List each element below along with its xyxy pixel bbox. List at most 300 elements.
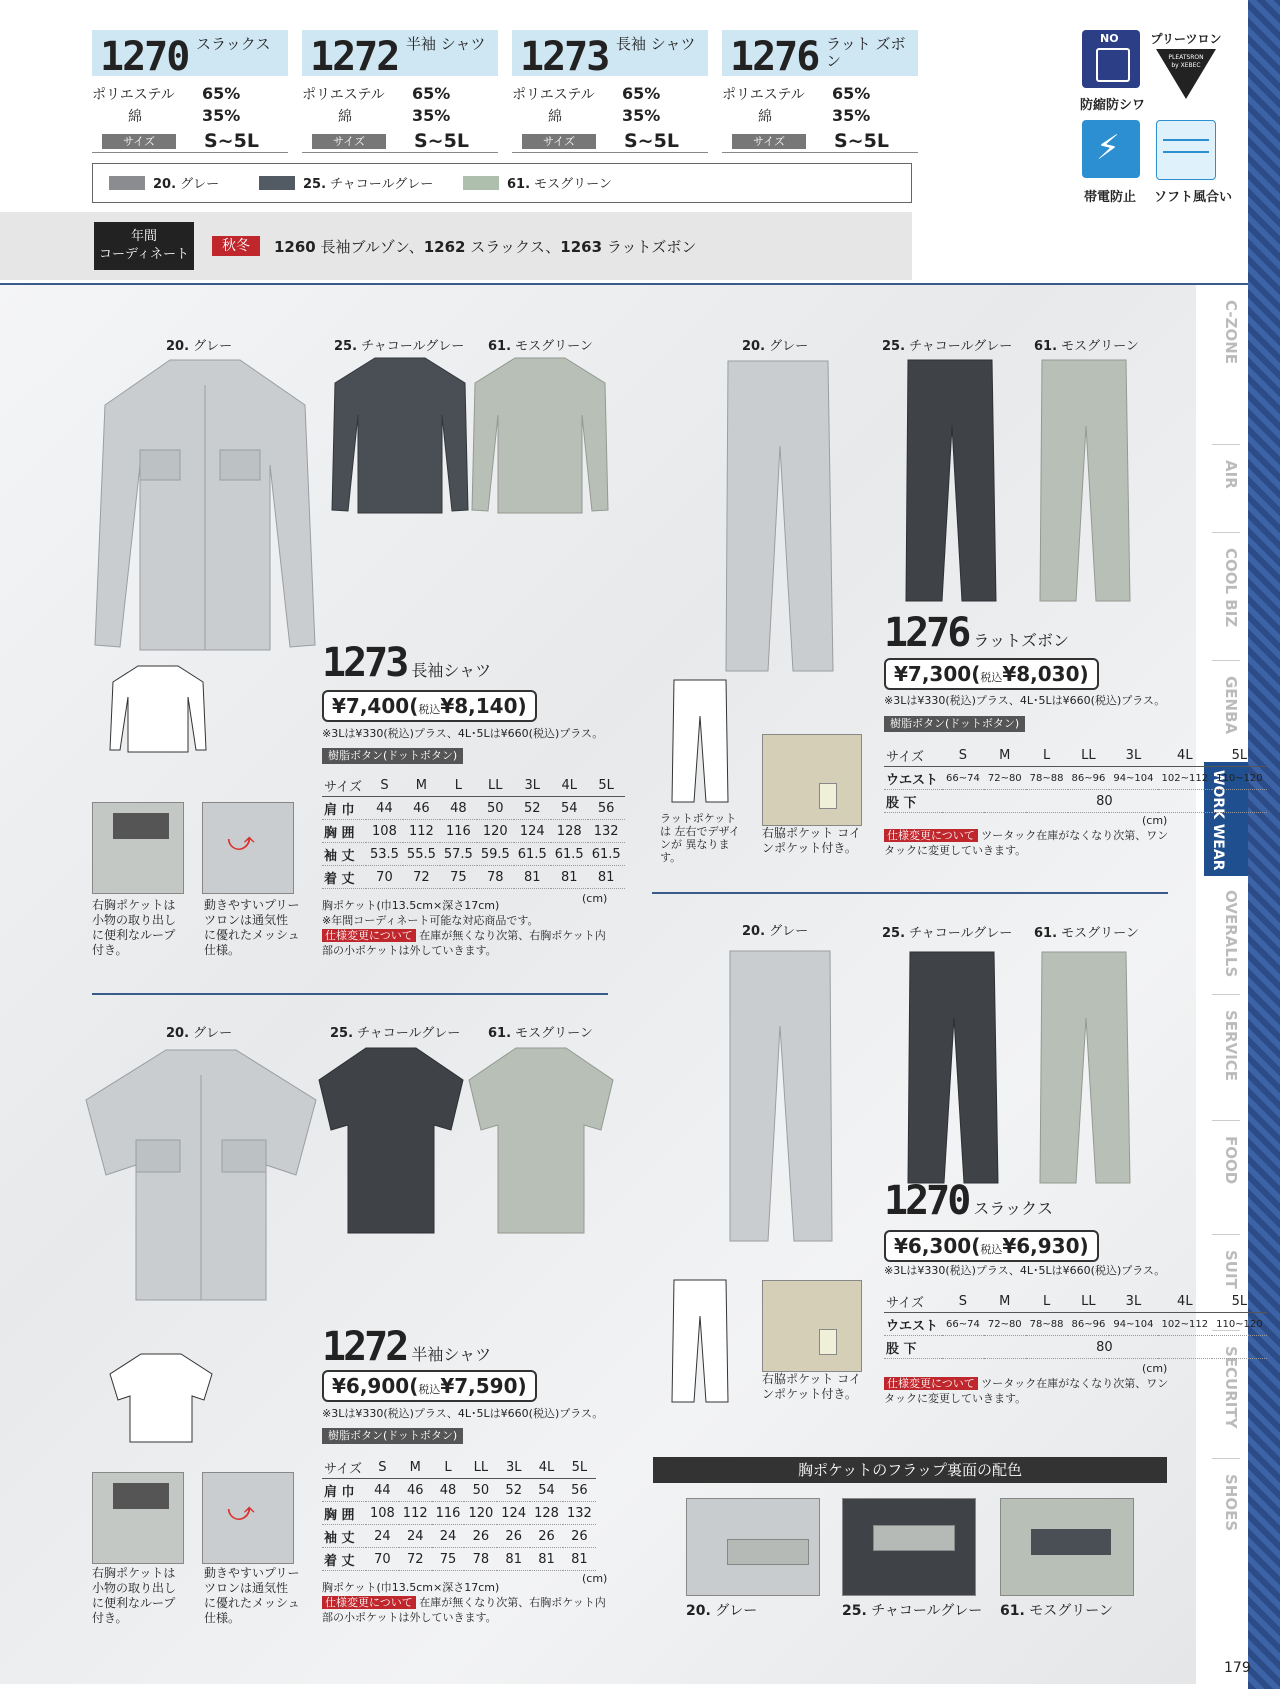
pants-1276-drawing (670, 676, 730, 806)
side-tab-c-zone[interactable]: C-ZONE (1222, 300, 1240, 365)
label-moss-1272: 61. モスグリーン (488, 1026, 593, 1041)
pleatsron-logo (1150, 30, 1222, 102)
button-tag-1276: 樹脂ボタン(ドットボタン) (884, 716, 1025, 732)
side-tab-air[interactable]: AIR (1222, 460, 1240, 489)
table-header-cell: S (942, 1290, 984, 1313)
table-cell: 着 丈 (322, 1548, 366, 1571)
table-cell: 61.5 (551, 843, 588, 866)
table-cell: 80 (942, 1336, 1267, 1359)
table-header-cell: 5L (1212, 744, 1267, 767)
table-cell: 52 (514, 797, 551, 820)
table-cell: 75 (432, 1548, 465, 1571)
table-header-row (884, 1290, 1267, 1313)
table-cell: 着 丈 (322, 866, 366, 889)
flap-charcoal-image (842, 1498, 976, 1596)
side-tab-divider (1212, 444, 1240, 445)
product-card-1270 (92, 30, 288, 154)
size-table-1276 (884, 744, 1267, 813)
material-2: 綿 (338, 109, 352, 125)
label-charcoal-1270: 25. チャコールグレー (882, 926, 1013, 941)
percent-1: 65% (202, 84, 241, 103)
size-label: サイズ (312, 134, 386, 149)
table-row (322, 843, 625, 866)
shirt-1272-moss-image (466, 1045, 616, 1235)
label-moss-1276: 61. モスグリーン (1034, 339, 1139, 354)
title-1273: 1273 長袖シャツ (322, 640, 492, 686)
side-tab-shoes[interactable]: SHOES (1222, 1474, 1240, 1532)
table-cell: 132 (588, 820, 625, 843)
price-1270: ¥6,300(税込¥6,930) (884, 1230, 1099, 1262)
shirt-1272-charcoal-image (316, 1045, 466, 1235)
table-cell: 55.5 (403, 843, 440, 866)
table-cell: 116 (440, 820, 477, 843)
title-1270: 1270 スラックス (884, 1178, 1053, 1224)
shirt-1273-moss-image (470, 355, 610, 515)
label-gray-1272: 20. グレー (166, 1026, 233, 1041)
flap-label-moss: 61. モスグリーン (1000, 1603, 1113, 1619)
table-header-cell: サイズ (884, 1290, 942, 1313)
label-gray-1270: 20. グレー (742, 924, 809, 939)
color-moss-label: 61. モスグリーン (507, 177, 612, 192)
table-header-cell: M (984, 1290, 1026, 1313)
table-cell: 72 (399, 1548, 432, 1571)
table-cell: 54 (530, 1479, 563, 1502)
material-2: 綿 (128, 109, 142, 125)
coordinate-items: 1260 長袖ブルゾン、1262 スラックス、1263 ラットズボン (274, 238, 697, 256)
caption-coin-pocket-1270: 右脇ポケット コインポケット付き。 (762, 1372, 861, 1401)
coordinate-bar (0, 212, 912, 280)
table-header-cell: LL (464, 1456, 497, 1479)
table-cell: 78 (464, 1548, 497, 1571)
soft-touch-badge (1156, 120, 1216, 180)
table-header-cell: S (366, 774, 403, 797)
table-cell: 128 (530, 1502, 563, 1525)
swatch-charcoal (259, 176, 295, 190)
change-note-1270: 仕様変更について ツータック在庫がなくなり次第、ワン タックに変更していきます。 (884, 1377, 1169, 1405)
table-cell: 128 (551, 820, 588, 843)
table-cell: 61.5 (514, 843, 551, 866)
table-cell: 袖 丈 (322, 843, 366, 866)
table-cell: 110~120 (1212, 1313, 1267, 1336)
table-header-cell: サイズ (322, 774, 366, 797)
shirt-1272-back-drawing (106, 1350, 216, 1446)
pants-1270-drawing (670, 1276, 730, 1406)
product-number-box (302, 30, 498, 80)
table-header-cell: サイズ (884, 744, 942, 767)
size-label: サイズ (102, 134, 176, 149)
table-cell: 袖 丈 (322, 1525, 366, 1548)
table-cell: ウエスト (884, 767, 942, 790)
label-charcoal-1272: 25. チャコールグレー (330, 1026, 461, 1041)
flap-moss-image (1000, 1498, 1134, 1596)
label-moss-1273: 61. モスグリーン (488, 339, 593, 354)
side-tab-genba[interactable]: GENBA (1222, 676, 1240, 735)
table-cell: 72~80 (984, 767, 1026, 790)
table-cell: 78 (477, 866, 514, 889)
percent-1: 65% (622, 84, 661, 103)
side-tab-cool-biz[interactable]: COOL BIZ (1222, 548, 1240, 628)
lightning-icon: ⚡ (1096, 128, 1120, 168)
wave-icon (1163, 139, 1209, 153)
table-cell: 胸 囲 (322, 820, 366, 843)
size-range: S~5L (834, 130, 889, 152)
table-cell: 120 (477, 820, 514, 843)
table-cell: 44 (366, 1479, 399, 1502)
caption-mesh-1272: 動きやすいプリー ツロンは通気性 に優れたメッシュ 仕様。 (204, 1566, 300, 1625)
table-cell: 120 (464, 1502, 497, 1525)
table-cell: 胸 囲 (322, 1502, 366, 1525)
antistatic-label: 帯電防止 (1084, 190, 1137, 205)
percent-2: 35% (622, 106, 661, 125)
table-cell: 52 (497, 1479, 530, 1502)
table-header-row (322, 774, 625, 797)
brand-name: プリーツロン (1150, 32, 1222, 46)
table-cell: 102~112 (1158, 767, 1213, 790)
table-header-cell: M (403, 774, 440, 797)
table-cell: 78~88 (1026, 767, 1068, 790)
table-header-row (884, 744, 1267, 767)
table-cell: 24 (366, 1525, 399, 1548)
table-cell: 86~96 (1068, 1313, 1110, 1336)
size-table-1270 (884, 1290, 1267, 1359)
arrow-icon: ⤻ (227, 827, 255, 857)
product-card-1272 (302, 30, 498, 154)
button-tag-1272: 樹脂ボタン(ドットボタン) (322, 1428, 463, 1444)
table-cell: 110~120 (1212, 767, 1267, 790)
side-tab-overalls[interactable]: OVERALLS (1222, 890, 1240, 978)
size-row (512, 132, 708, 153)
table-header-cell: 5L (1212, 1290, 1267, 1313)
change-note-1276: 仕様変更について ツータック在庫がなくなり次第、ワン タックに変更していきます。 (884, 829, 1169, 857)
title-1276: 1276 ラットズボン (884, 610, 1069, 656)
flap-gray-image (686, 1498, 820, 1596)
table-header-cell: 3L (497, 1456, 530, 1479)
caption-pocket-1272: 右胸ポケットは 小物の取り出し に便利なループ 付き。 (92, 1566, 177, 1625)
side-tab-divider (1212, 1120, 1240, 1121)
table-row (322, 797, 625, 820)
table-cell: 70 (366, 1548, 399, 1571)
detail-pocket-1272 (92, 1472, 184, 1564)
arrow-icon: ⤻ (227, 1497, 255, 1527)
size-table-1273 (322, 774, 625, 889)
table-row (322, 1548, 596, 1571)
percent-1: 65% (412, 84, 451, 103)
side-tab-suit[interactable]: SUIT (1222, 1250, 1240, 1289)
side-tab-divider (1212, 532, 1240, 533)
product-name: 半袖 シャツ (406, 35, 486, 53)
swatch-gray (109, 176, 145, 190)
size-range: S~5L (204, 130, 259, 152)
label-gray-1276: 20. グレー (742, 339, 809, 354)
table-cell: 44 (366, 797, 403, 820)
table-header-cell: 5L (563, 1456, 596, 1479)
price-1273: ¥7,400(税込¥8,140) (322, 690, 537, 722)
side-tab-divider (1212, 1234, 1240, 1235)
table-cell: 72~80 (984, 1313, 1026, 1336)
caption-rat-pocket: ラットポケットは 左右でデザインが 異なります。 (660, 812, 740, 864)
table-header-cell: 3L (514, 774, 551, 797)
table-cell: 81 (588, 866, 625, 889)
product-name: 長袖 シャツ (616, 35, 696, 53)
table-cell: 124 (514, 820, 551, 843)
caption-pocket-1273: 右胸ポケットは 小物の取り出し に便利なループ 付き。 (92, 898, 177, 957)
table-cell: 66~74 (942, 1313, 984, 1336)
table-cell: 61.5 (588, 843, 625, 866)
note-1276: ※3Lは¥330(税込)プラス、4L･5Lは¥660(税込)プラス。 (884, 694, 1166, 707)
unit-1276: (cm) (1142, 814, 1168, 827)
table-header-cell: 4L (1158, 744, 1213, 767)
table-cell: 股 下 (884, 790, 942, 813)
active-tab-line2: WEAR (1210, 823, 1226, 871)
product-number: 1270 (100, 34, 189, 80)
table-cell: 66~74 (942, 767, 984, 790)
label-moss-1270: 61. モスグリーン (1034, 926, 1139, 941)
color-charcoal-label: 25. チャコールグレー (303, 177, 434, 192)
table-cell: 81 (551, 866, 588, 889)
shirt-1273-charcoal-image (330, 355, 470, 515)
table-cell: 108 (366, 820, 403, 843)
size-row (722, 132, 918, 153)
table-cell: ウエスト (884, 1313, 942, 1336)
table-row (322, 1525, 596, 1548)
table-cell: 108 (366, 1502, 399, 1525)
material-1: ポリエステル (302, 87, 385, 103)
size-range: S~5L (624, 130, 679, 152)
detail-coin-pocket-1270 (762, 1280, 862, 1372)
table-cell: 124 (497, 1502, 530, 1525)
shirt-1272-gray-image (76, 1045, 326, 1305)
price-1276: ¥7,300(税込¥8,030) (884, 658, 1099, 690)
label-gray-1273: 20. グレー (166, 339, 233, 354)
pants-1270-moss-image (1034, 948, 1134, 1188)
table-row (322, 820, 625, 843)
pocket-note-1273: 胸ポケット(巾13.5cm×深さ17cm) ※年間コーディネート可能な対応商品です。 仕様変更について 在庫が無くなり次第、右胸ポケット内 部の小ポケットは外していきます。 (322, 899, 606, 957)
table-cell: 78~88 (1026, 1313, 1068, 1336)
percent-2: 35% (202, 106, 241, 125)
soft-touch-label: ソフト風合い (1154, 190, 1233, 205)
table-cell: 80 (942, 790, 1267, 813)
table-cell: 股 下 (884, 1336, 942, 1359)
table-cell: 59.5 (477, 843, 514, 866)
table-row-waist (884, 767, 1267, 790)
coordinate-label: 年間 コーディネート (94, 222, 194, 270)
side-tab-divider (1212, 1458, 1240, 1459)
product-card-1273 (512, 30, 708, 154)
material-1: ポリエステル (722, 87, 805, 103)
table-cell: 56 (563, 1479, 596, 1502)
product-number-box (92, 30, 288, 80)
table-row (322, 866, 625, 889)
note-1270: ※3Lは¥330(税込)プラス、4L･5Lは¥660(税込)プラス。 (884, 1264, 1166, 1277)
table-cell: 102~112 (1158, 1313, 1213, 1336)
table-cell: 肩 巾 (322, 797, 366, 820)
anti-shrink-badge (1082, 30, 1140, 88)
title-1272: 1272 半袖シャツ (322, 1324, 492, 1370)
table-cell: 46 (403, 797, 440, 820)
table-cell: 81 (497, 1548, 530, 1571)
table-cell: 50 (477, 797, 514, 820)
label-charcoal-1273: 25. チャコールグレー (334, 339, 465, 354)
active-tab-line1: WORK (1210, 770, 1226, 819)
table-cell: 70 (366, 866, 403, 889)
side-tab-divider (1212, 660, 1240, 661)
percent-2: 35% (832, 106, 871, 125)
size-row (302, 132, 498, 153)
side-stripe (1248, 0, 1280, 1689)
detail-coin-pocket-1276 (762, 734, 862, 826)
pants-1276-charcoal-image (900, 356, 1000, 606)
product-name: ラット ズボン (826, 35, 906, 70)
antistatic-badge (1082, 120, 1140, 178)
table-header-cell: サイズ (322, 1456, 366, 1479)
table-header-cell: 5L (588, 774, 625, 797)
table-header-cell: LL (1068, 1290, 1110, 1313)
unit-1270: (cm) (1142, 1362, 1168, 1375)
color-legend (92, 163, 912, 203)
price-1272: ¥6,900(税込¥7,590) (322, 1370, 537, 1402)
pants-1276-gray-image (718, 356, 838, 676)
table-cell: 24 (399, 1525, 432, 1548)
size-range: S~5L (414, 130, 469, 152)
table-cell: 112 (399, 1502, 432, 1525)
flap-label-gray: 20. グレー (686, 1603, 758, 1619)
detail-mesh-1272 (202, 1472, 294, 1564)
table-cell: 26 (530, 1525, 563, 1548)
shirt-1273-back-drawing (108, 662, 208, 754)
no-label: NO (1100, 32, 1119, 45)
table-header-cell: L (1026, 1290, 1068, 1313)
product-number-box (512, 30, 708, 80)
product-number: 1276 (730, 34, 819, 80)
material-2: 綿 (758, 109, 772, 125)
table-cell: 24 (432, 1525, 465, 1548)
side-tab-service[interactable]: SERVICE (1222, 1010, 1240, 1082)
table-cell: 81 (563, 1548, 596, 1571)
caption-mesh-1273: 動きやすいプリー ツロンは通気性 に優れたメッシュ 仕様。 (204, 898, 300, 957)
table-row (322, 1502, 596, 1525)
material-1: ポリエステル (92, 87, 175, 103)
table-header-cell: 4L (530, 1456, 563, 1479)
size-label: サイズ (522, 134, 596, 149)
table-header-cell: M (399, 1456, 432, 1479)
table-cell: 53.5 (366, 843, 403, 866)
table-cell: 57.5 (440, 843, 477, 866)
table-header-cell: 4L (551, 774, 588, 797)
flap-label-charcoal: 25. チャコールグレー (842, 1603, 983, 1619)
header-divider (0, 283, 1248, 285)
divider-left (92, 993, 608, 995)
product-number: 1272 (310, 34, 399, 80)
table-header-cell: 3L (1109, 744, 1157, 767)
pants-1276-moss-image (1034, 356, 1134, 606)
anti-shrink-label: 防縮防シワ (1080, 98, 1146, 113)
table-header-cell: S (366, 1456, 399, 1479)
table-header-cell: 3L (1109, 1290, 1157, 1313)
product-number-box (722, 30, 918, 80)
pocket-note-1272: 胸ポケット(巾13.5cm×深さ17cm) 仕様変更について 在庫が無くなり次第、右胸ポケット内 部の小ポケットは外していきます。 (322, 1581, 606, 1624)
table-cell: 48 (440, 797, 477, 820)
pants-1270-charcoal-image (902, 948, 1002, 1188)
table-cell: 48 (432, 1479, 465, 1502)
table-cell: 116 (432, 1502, 465, 1525)
swatch-moss (463, 176, 499, 190)
pants-1270-gray-image (720, 946, 840, 1246)
table-cell: 94~104 (1109, 1313, 1157, 1336)
table-row (322, 1479, 596, 1502)
note-1272: ※3Lは¥330(税込)プラス、4L･5Lは¥660(税込)プラス。 (322, 1407, 604, 1420)
caption-coin-pocket-1276: 右脇ポケット コインポケット付き。 (762, 826, 861, 855)
table-cell: 54 (551, 797, 588, 820)
table-cell: 26 (497, 1525, 530, 1548)
table-cell: 94~104 (1109, 767, 1157, 790)
side-tab-security[interactable]: SECURITY (1222, 1346, 1240, 1429)
table-row-waist (884, 1313, 1267, 1336)
table-header-row (322, 1456, 596, 1479)
table-row-inseam (884, 790, 1267, 813)
table-cell: 肩 巾 (322, 1479, 366, 1502)
material-2: 綿 (548, 109, 562, 125)
button-tag-1273: 樹脂ボタン(ドットボタン) (322, 748, 463, 764)
table-header-cell: L (1026, 744, 1068, 767)
table-header-cell: LL (1068, 744, 1110, 767)
product-name: スラックス (196, 35, 271, 53)
side-tab-food[interactable]: FOOD (1222, 1136, 1240, 1185)
shirt-wrinkle-icon (1096, 48, 1130, 82)
table-header-cell: L (440, 774, 477, 797)
size-label: サイズ (732, 134, 806, 149)
detail-pocket-1273 (92, 802, 184, 894)
size-table-1272 (322, 1456, 596, 1571)
table-cell: 75 (440, 866, 477, 889)
table-header-cell: M (984, 744, 1026, 767)
table-cell: 112 (403, 820, 440, 843)
table-cell: 46 (399, 1479, 432, 1502)
material-1: ポリエステル (512, 87, 595, 103)
table-header-cell: 4L (1158, 1290, 1213, 1313)
color-gray-label: 20. グレー (153, 177, 220, 192)
detail-mesh-1273 (202, 802, 294, 894)
table-header-cell: S (942, 744, 984, 767)
table-header-cell: L (432, 1456, 465, 1479)
divider-right (652, 892, 1168, 894)
size-row (92, 132, 288, 153)
label-charcoal-1276: 25. チャコールグレー (882, 339, 1013, 354)
side-tab-divider (1212, 994, 1240, 995)
table-cell: 56 (588, 797, 625, 820)
table-row-inseam (884, 1336, 1267, 1359)
shirt-1273-gray-image (90, 355, 320, 655)
unit-1272: (cm) (582, 1572, 608, 1585)
percent-2: 35% (412, 106, 451, 125)
season-tag: 秋冬 (212, 236, 260, 256)
table-cell: 26 (464, 1525, 497, 1548)
table-header-cell: LL (477, 774, 514, 797)
percent-1: 65% (832, 84, 871, 103)
brand-subtitle: PLEATSRON by XEBEC (1168, 54, 1204, 69)
product-number: 1273 (520, 34, 609, 80)
table-cell: 50 (464, 1479, 497, 1502)
table-cell: 81 (514, 866, 551, 889)
table-cell: 86~96 (1068, 767, 1110, 790)
table-cell: 81 (530, 1548, 563, 1571)
unit-1273: (cm) (582, 892, 608, 905)
page-number: 179 (1224, 1660, 1251, 1676)
product-card-1276 (722, 30, 918, 154)
flap-section-title: 胸ポケットのフラップ裏面の配色 (653, 1457, 1167, 1483)
table-cell: 72 (403, 866, 440, 889)
table-cell: 132 (563, 1502, 596, 1525)
note-1273: ※3Lは¥330(税込)プラス、4L･5Lは¥660(税込)プラス。 (322, 727, 604, 740)
